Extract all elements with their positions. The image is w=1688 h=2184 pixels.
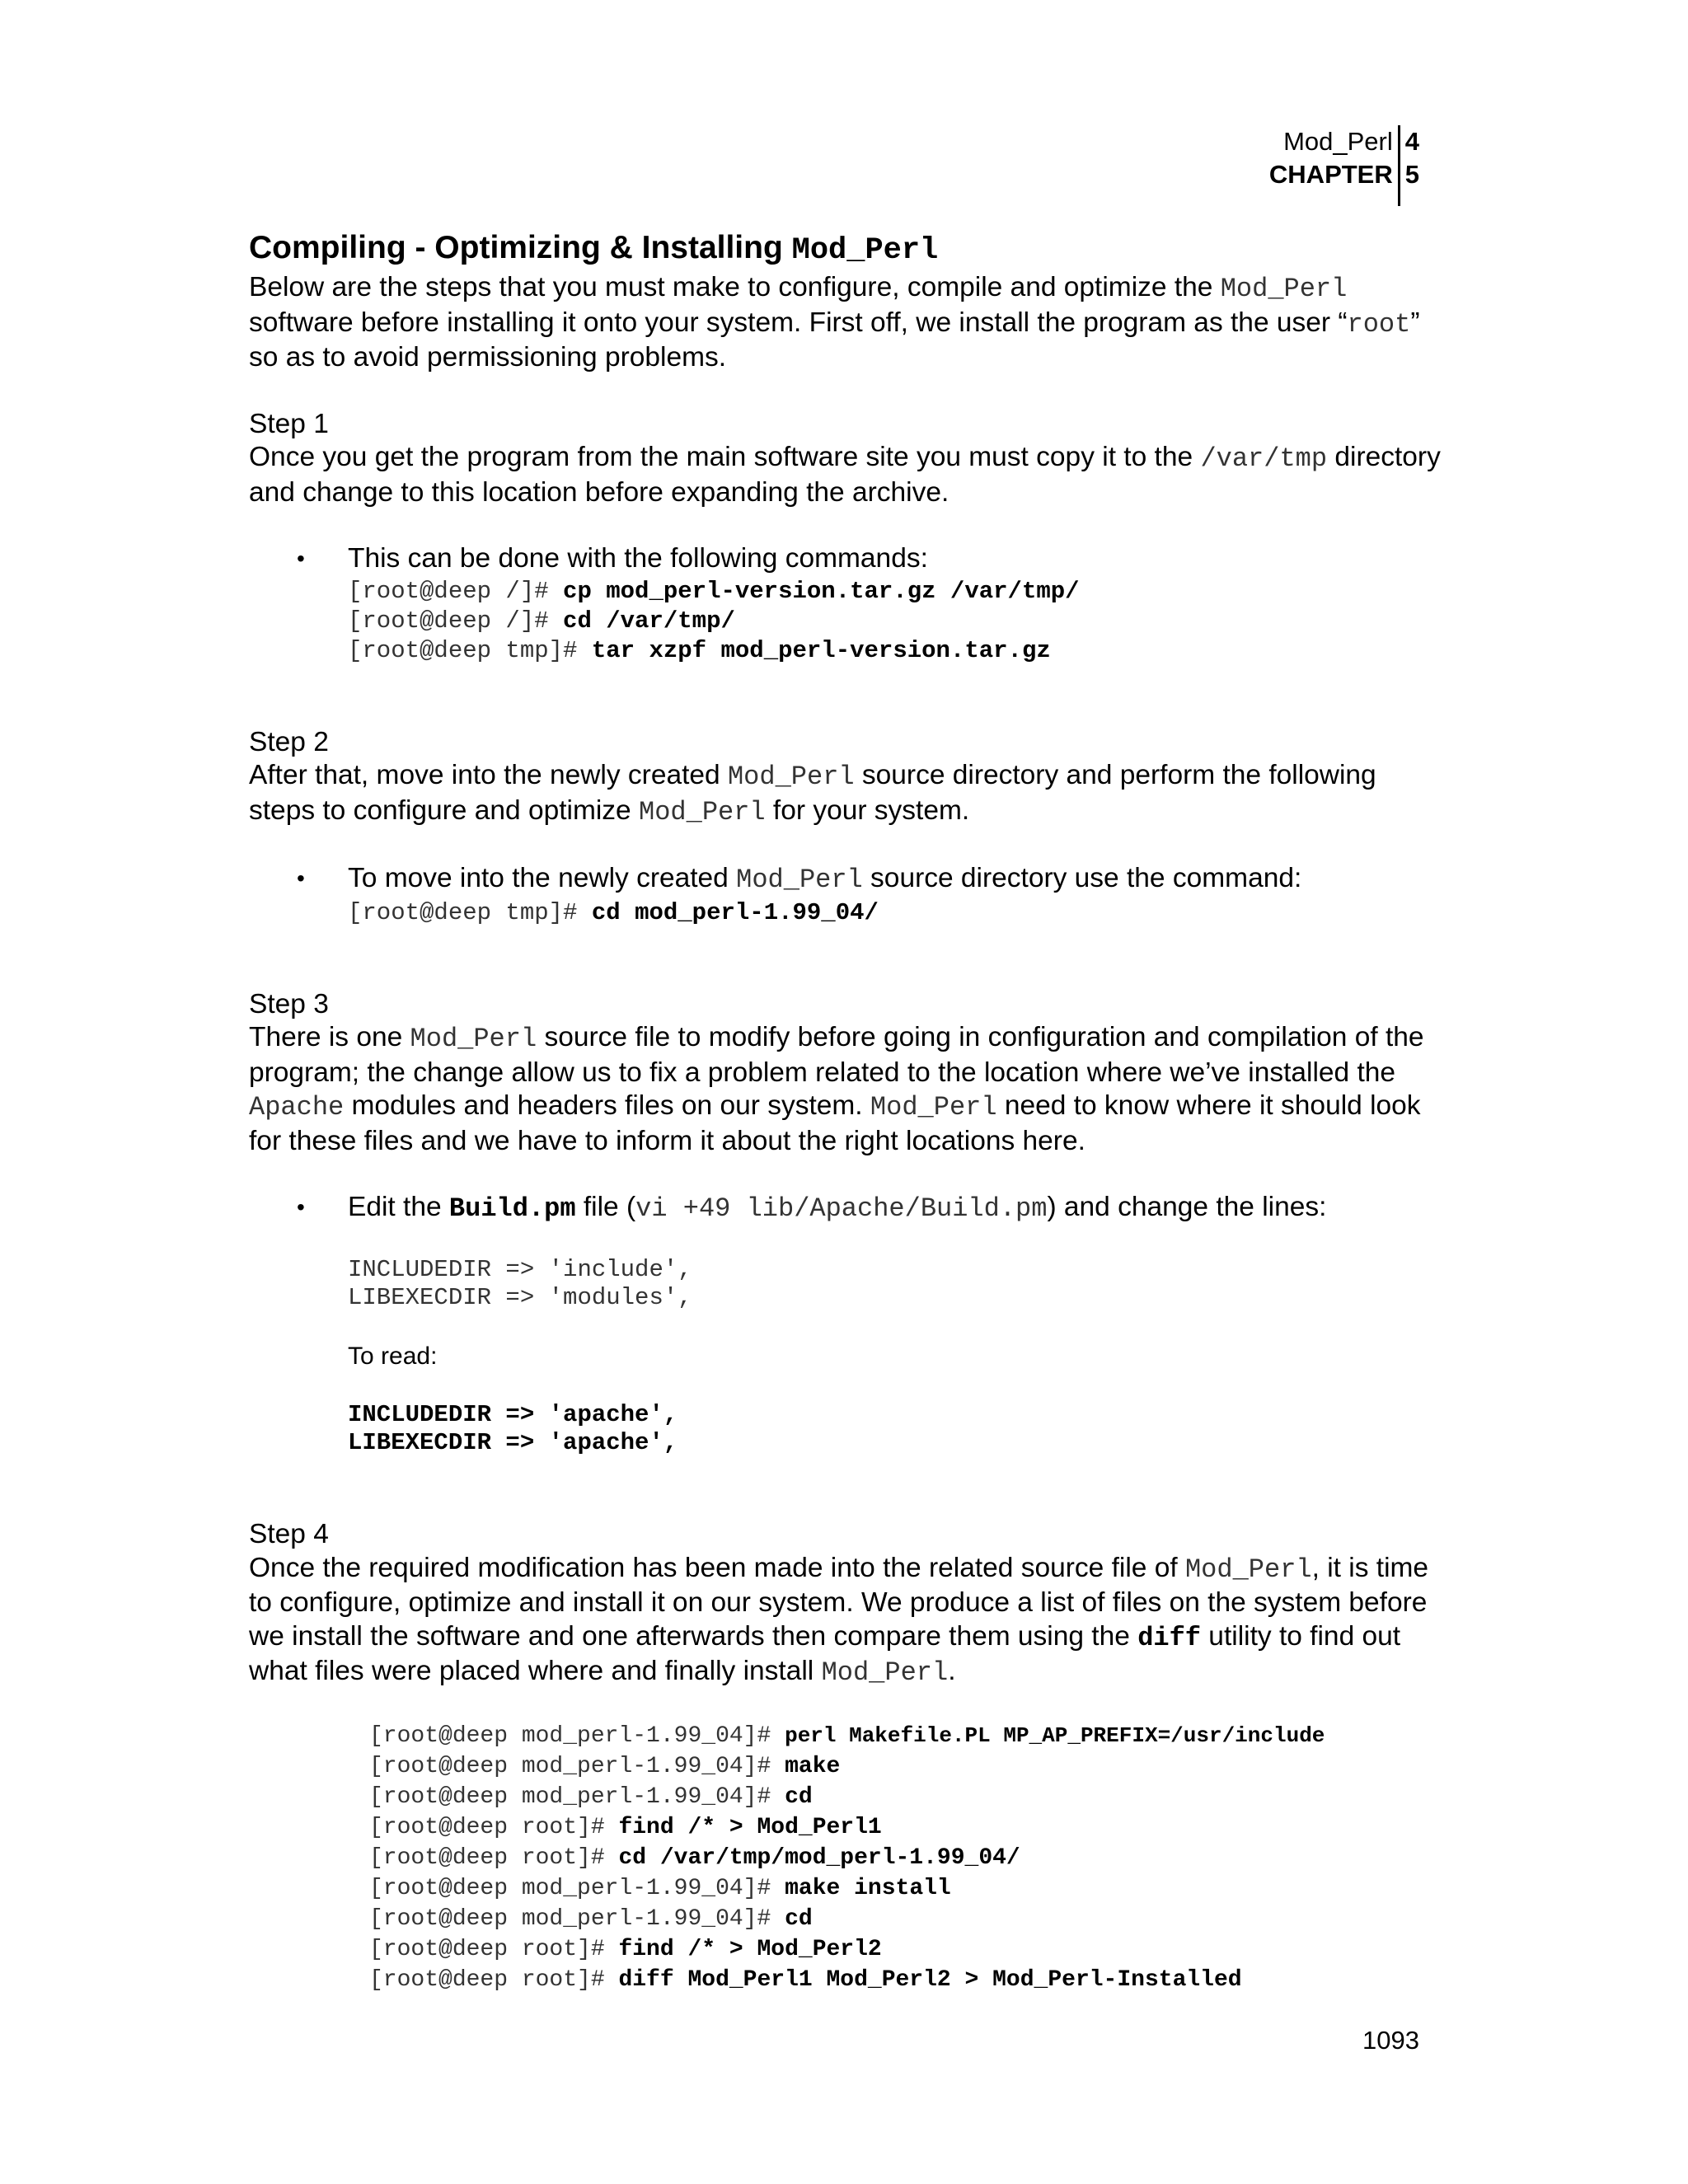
header-section-number: 4	[1404, 127, 1419, 156]
step3-text-4: need to know where it should look for these files and we have to inform it about the right locations here.	[249, 1090, 1421, 1156]
step3-mono-1: Mod_Perl	[410, 1024, 537, 1054]
code-line	[369, 1842, 1444, 1872]
step3-text-3: modules and headers files on our system.	[344, 1090, 870, 1121]
code-command: cp mod_perl-version.tar.gz /var/tmp/	[563, 577, 1080, 605]
original-lines-block	[348, 1256, 1444, 1312]
step1-bullet-text: This can be done with the following commands:	[348, 543, 928, 574]
title-mono: Mod_Perl	[791, 233, 939, 268]
code-command: cd	[785, 1783, 813, 1810]
step4-text-4: .	[948, 1656, 956, 1686]
step4-text-2: , it is time to configure, optimize and install it on our system. We produce a list of files on the system before we install the software and one afterwards then compare them using the	[249, 1552, 1429, 1652]
step2-bullet	[249, 862, 1444, 927]
step2-text-1: After that, move into the newly created	[249, 760, 728, 790]
header-labels	[1269, 125, 1400, 206]
step4-mono-2: Mod_Perl	[821, 1657, 949, 1688]
bullet-icon: •	[297, 1194, 305, 1220]
step4-code-block	[249, 1720, 1444, 1994]
step3-paragraph	[249, 1021, 1444, 1158]
step3-mono-3: Mod_Perl	[870, 1092, 997, 1122]
step2-bullet-text	[348, 862, 1444, 898]
code-line	[348, 606, 1444, 635]
step1-bullet	[249, 542, 1444, 665]
code-line	[369, 1964, 1444, 1994]
step2-paragraph	[249, 759, 1444, 829]
code-line	[348, 576, 1444, 606]
title-text: Compiling - Optimizing & Installing	[249, 230, 792, 265]
code-prompt: [root@deep /]#	[348, 577, 564, 605]
step1-paragraph	[249, 441, 1444, 509]
step4-label: Step 4	[249, 1519, 329, 1549]
step3-bullet-mono: vi +49 lib/Apache/Build.pm	[635, 1193, 1048, 1224]
code-prompt: [root@deep mod_perl-1.99_04]#	[369, 1722, 785, 1749]
intro-mono-1: Mod_Perl	[1220, 274, 1348, 304]
page-header	[1269, 125, 1419, 206]
code-prompt: [root@deep tmp]#	[348, 898, 592, 926]
code-prompt: [root@deep root]#	[369, 1936, 619, 1962]
step2-label: Step 2	[249, 726, 329, 757]
step3-bullet-bold-mono: Build.pm	[448, 1193, 576, 1224]
step3-bullet-text-2: file (	[575, 1192, 636, 1222]
code-command: cd mod_perl-1.99_04/	[591, 898, 879, 926]
step2-bullet-mono: Mod_Perl	[736, 865, 863, 895]
code-prompt: [root@deep root]#	[369, 1966, 619, 1993]
header-chapter-number: 5	[1404, 160, 1419, 189]
code-line: LIBEXECDIR => 'apache',	[348, 1429, 678, 1456]
header-numbers	[1400, 125, 1419, 191]
step3-bullet-text-3: ) and change the lines:	[1047, 1192, 1327, 1222]
code-line	[369, 1903, 1444, 1933]
code-command: find /* > Mod_Perl2	[618, 1936, 882, 1962]
code-line	[369, 1811, 1444, 1842]
code-command: make install	[785, 1875, 951, 1901]
step2-text-2: source directory and perform the following steps to configure and optimize	[249, 760, 1376, 826]
code-command: make	[785, 1753, 841, 1779]
code-line	[348, 635, 1444, 665]
step1-text-2: directory and change to this location before expanding the archive.	[249, 442, 1441, 508]
step2-mono-2: Mod_Perl	[639, 796, 766, 827]
step2-bullet-text-2: source directory use the command:	[862, 863, 1302, 893]
step4-bold-mono: diff	[1137, 1622, 1201, 1653]
code-command: tar xzpf mod_perl-version.tar.gz	[591, 636, 1051, 664]
new-lines-block	[348, 1401, 1444, 1457]
code-command: cd /var/tmp/mod_perl-1.99_04/	[618, 1844, 1020, 1871]
page-title	[249, 227, 1444, 271]
code-prompt: [root@deep mod_perl-1.99_04]#	[369, 1753, 785, 1779]
step3-text-1: There is one	[249, 1022, 410, 1052]
intro-paragraph	[249, 271, 1444, 375]
code-command: cd /var/tmp/	[563, 607, 735, 635]
code-line	[369, 1750, 1444, 1781]
header-section: Mod_Perl	[1283, 127, 1393, 156]
step2-text-3: for your system.	[765, 794, 970, 826]
code-line	[369, 1872, 1444, 1903]
step3-text-2: source file to modify before going in configuration and compilation of the program; the change allow us to fix a problem related to the location where we’ve installed the	[249, 1022, 1424, 1088]
code-line	[369, 1781, 1444, 1811]
header-chapter-label: CHAPTER	[1268, 160, 1393, 189]
intro-text-1: Below are the steps that you must make to configure, compile and optimize the	[249, 272, 1221, 302]
step4-paragraph	[249, 1552, 1444, 1690]
step1-mono-1: /var/tmp	[1200, 443, 1328, 474]
step1-text-1: Once you get the program from the main software site you must copy it to the	[249, 442, 1201, 472]
step4-text-3: utility to find out what files were placed where and finally install	[249, 1620, 1401, 1686]
step1-label: Step 1	[249, 408, 329, 439]
code-line	[348, 898, 1444, 927]
code-line: INCLUDEDIR => 'apache',	[348, 1401, 678, 1428]
code-command: find /* > Mod_Perl1	[618, 1814, 882, 1840]
code-prompt: [root@deep root]#	[369, 1814, 619, 1840]
code-line: INCLUDEDIR => 'include',	[348, 1255, 692, 1283]
step3-bullet	[249, 1191, 1444, 1457]
code-prompt: [root@deep mod_perl-1.99_04]#	[369, 1783, 785, 1810]
intro-text-3: ” so as to avoid permissioning problems.	[249, 307, 1420, 373]
code-prompt: [root@deep root]#	[369, 1844, 619, 1871]
intro-text-2: software before installing it onto your system. First off, we install the program as the user “	[249, 307, 1348, 338]
step2-bullet-text-1: To move into the newly created	[348, 863, 737, 893]
step3-mono-2: Apache	[249, 1092, 345, 1122]
to-read-label: To read:	[348, 1342, 438, 1370]
step3-label: Step 3	[249, 988, 329, 1019]
code-command: perl Makefile.PL MP_AP_PREFIX=/usr/include	[785, 1722, 1325, 1748]
page-number: 1093	[1362, 2026, 1419, 2055]
code-command: diff Mod_Perl1 Mod_Perl2 > Mod_Perl-Installed	[618, 1966, 1242, 1993]
code-line	[369, 1720, 1444, 1750]
step3-bullet-text-1: Edit the	[348, 1192, 449, 1222]
code-line	[369, 1933, 1444, 1964]
code-prompt: [root@deep mod_perl-1.99_04]#	[369, 1905, 785, 1932]
page-content	[249, 227, 1444, 1994]
code-prompt: [root@deep /]#	[348, 607, 564, 635]
intro-mono-2: root	[1347, 308, 1411, 340]
code-prompt: [root@deep tmp]#	[348, 636, 592, 664]
step2-mono-1: Mod_Perl	[727, 762, 855, 792]
step4-mono-1: Mod_Perl	[1184, 1554, 1312, 1585]
step3-bullet-text	[348, 1191, 1444, 1226]
code-line: LIBEXECDIR => 'modules',	[348, 1283, 692, 1311]
bullet-icon: •	[297, 546, 305, 571]
bullet-icon: •	[297, 865, 305, 891]
code-prompt: [root@deep mod_perl-1.99_04]#	[369, 1875, 785, 1901]
step4-text-1: Once the required modification has been made into the related source file of	[249, 1552, 1185, 1583]
code-command: cd	[785, 1905, 813, 1932]
